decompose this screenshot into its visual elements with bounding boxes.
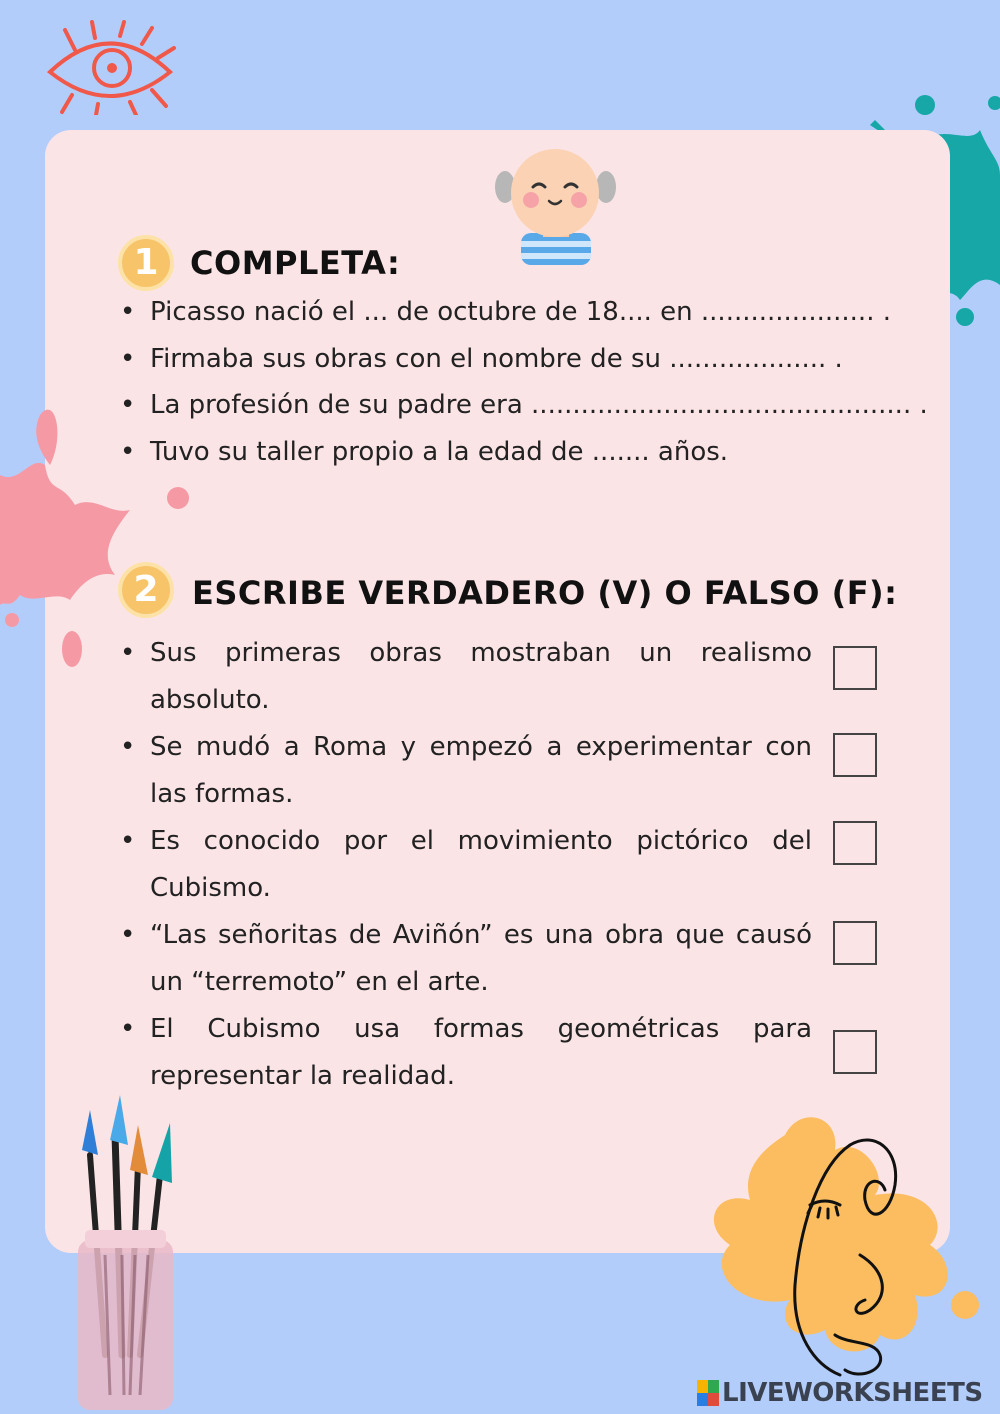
answer-box-2[interactable] xyxy=(833,733,877,777)
list-item: • Picasso nació el ... de octubre de 18.... en ..................... . xyxy=(150,289,928,336)
list-item: • Tuvo su taller propio a la edad de ....... años. xyxy=(150,429,928,476)
liveworksheets-icon xyxy=(697,1380,719,1406)
answer-box-5[interactable] xyxy=(833,1030,877,1074)
list-item: • “Las señoritas de Aviñón” es una obra que causó un “terremoto” en el arte. xyxy=(150,912,812,1006)
section-2-number-badge: 2 xyxy=(118,562,174,618)
list-item: • El Cubismo usa formas geométricas para representar la realidad. xyxy=(150,1006,812,1100)
answer-box-1[interactable] xyxy=(833,646,877,690)
cubist-face-icon xyxy=(700,1105,1000,1395)
list-item: • Es conocido por el movimiento pictórico del Cubismo. xyxy=(150,818,812,912)
answer-box-3[interactable] xyxy=(833,821,877,865)
list-item: • Firmaba sus obras con el nombre de su ................... . xyxy=(150,336,928,383)
completion-list xyxy=(150,289,928,475)
list-item: • La profesión de su padre era .............................................. . xyxy=(150,382,928,429)
true-false-list xyxy=(150,630,812,1100)
section-1-number-badge: 1 xyxy=(118,235,174,291)
section-2-title: ESCRIBE VERDADERO (V) O FALSO (F): xyxy=(192,574,898,612)
liveworksheets-logo xyxy=(697,1378,983,1408)
paintbrush-jar-icon xyxy=(60,1095,190,1410)
eye-icon xyxy=(40,20,180,115)
grandpa-icon xyxy=(493,145,618,270)
list-item: • Se mudó a Roma y empezó a experimentar con las formas. xyxy=(150,724,812,818)
section-1-title: COMPLETA: xyxy=(190,244,401,282)
brand-name: LIVEWORKSHEETS xyxy=(722,1378,983,1408)
list-item: • Sus primeras obras mostraban un realismo absoluto. xyxy=(150,630,812,724)
answer-box-4[interactable] xyxy=(833,921,877,965)
